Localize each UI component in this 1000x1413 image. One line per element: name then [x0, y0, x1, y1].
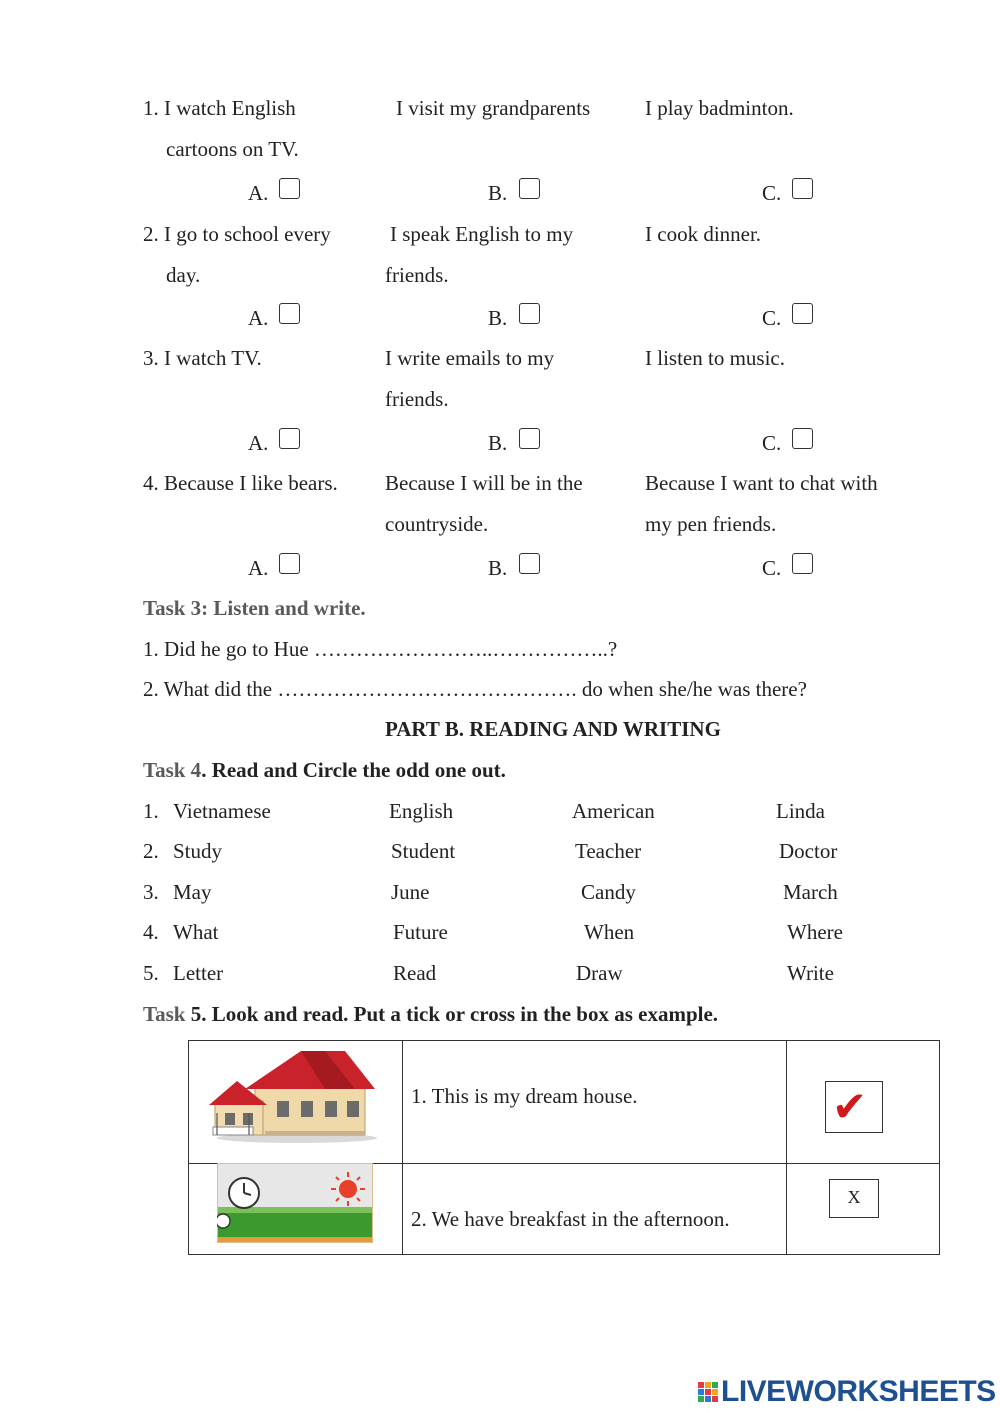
q1-option-c-text: I play badminton.	[645, 96, 794, 120]
task3-title: Task 3: Listen and write.	[143, 596, 366, 620]
house-picture	[205, 1043, 385, 1143]
task4-word-option[interactable]: Doctor	[779, 839, 838, 863]
task5-title: 5. Look and read. Put a tick or cross in the box as example.	[185, 1002, 719, 1026]
task5-row1-text: 1. This is my dream house.	[411, 1084, 638, 1108]
task4-word-option[interactable]: March	[783, 880, 838, 904]
task4-word-option[interactable]: Future	[393, 920, 448, 944]
task5-row2-answer-box[interactable]	[829, 1179, 879, 1218]
q3-checkbox-c[interactable]	[792, 428, 813, 449]
task4-title: . Read and Circle the odd one out.	[201, 758, 506, 782]
q2-label-c: C.	[762, 306, 782, 330]
q1-checkbox-c[interactable]	[792, 178, 813, 199]
task4-word-option[interactable]: Linda	[776, 799, 825, 823]
task4-word-option[interactable]: Draw	[576, 961, 623, 985]
q4-label-b: B.	[488, 556, 508, 580]
q4-option-b-text-cont: countryside.	[385, 512, 489, 536]
task4-row-number: 2.	[143, 839, 159, 863]
task4-row-number: 5.	[143, 961, 159, 985]
task4-heading	[143, 760, 506, 781]
q4-checkbox-b[interactable]	[519, 553, 540, 574]
task4-word-option[interactable]: Teacher	[575, 839, 642, 863]
q4-option-c-text: Because I want to chat with	[645, 471, 878, 495]
part-b-title: PART B. READING AND WRITING	[385, 717, 721, 741]
task4-word-option[interactable]: June	[391, 880, 430, 904]
q2-option-c-text: I cook dinner.	[645, 222, 762, 246]
q3-label-c: C.	[762, 431, 782, 455]
task3-question-1: 1. Did he go to Hue ……………………..……………..?	[143, 637, 618, 661]
q1-option-b-text: I visit my grandparents	[396, 96, 591, 120]
tick-icon: ✔	[832, 1082, 868, 1131]
task4-word-option[interactable]: Candy	[581, 880, 636, 904]
q4-checkbox-c[interactable]	[792, 553, 813, 574]
q1-checkbox-b[interactable]	[519, 178, 540, 199]
table-divider	[786, 1041, 787, 1254]
task4-word-option[interactable]: Where	[787, 920, 843, 944]
q1-checkbox-a[interactable]	[279, 178, 300, 199]
q2-option-b-text: I speak English to my	[390, 222, 574, 246]
q3-checkbox-a[interactable]	[279, 428, 300, 449]
task4-row-number: 3.	[143, 880, 159, 904]
q3-option-a-text: 3. I watch TV.	[143, 346, 262, 370]
q3-checkbox-b[interactable]	[519, 428, 540, 449]
task5-label: Task	[143, 1002, 186, 1026]
table-divider	[402, 1041, 403, 1254]
task4-word-option[interactable]: Read	[393, 961, 437, 985]
task4-row-number: 4.	[143, 920, 159, 944]
q3-option-c-text: I listen to music.	[645, 346, 785, 370]
q1-label-c: C.	[762, 181, 782, 205]
q1-label-b: B.	[488, 181, 508, 205]
q3-label-a: A.	[248, 431, 269, 455]
task4-word-option[interactable]: Write	[787, 961, 834, 985]
q4-label-a: A.	[248, 556, 269, 580]
q2-option-b-text-cont: friends.	[385, 263, 449, 287]
q1-option-a-text: 1. I watch English	[143, 96, 296, 120]
q2-checkbox-c[interactable]	[792, 303, 813, 324]
task4-label: Task 4	[143, 758, 202, 782]
task4-word-option[interactable]: Study	[173, 839, 223, 863]
q2-checkbox-b[interactable]	[519, 303, 540, 324]
q3-label-b: B.	[488, 431, 508, 455]
q2-option-a-text-cont: day.	[166, 263, 201, 287]
task4-word-option[interactable]: What	[173, 920, 219, 944]
task5-heading	[143, 1004, 718, 1025]
task5-row1-answer-box[interactable]	[825, 1081, 883, 1133]
morning-picture	[217, 1163, 373, 1243]
q4-option-c-text-cont: my pen friends.	[645, 512, 777, 536]
q1-label-a: A.	[248, 181, 269, 205]
task4-word-option[interactable]: May	[173, 880, 212, 904]
task5-row2-text: 2. We have breakfast in the afternoon.	[411, 1207, 730, 1231]
q4-label-c: C.	[762, 556, 782, 580]
liveworksheets-logo-text: LIVEWORKSHEETS	[721, 1375, 996, 1408]
q2-label-b: B.	[488, 306, 508, 330]
q2-label-a: A.	[248, 306, 269, 330]
q4-option-a-text: 4. Because I like bears.	[143, 471, 338, 495]
task5-table	[188, 1040, 940, 1255]
task4-word-option[interactable]: Student	[391, 839, 456, 863]
task4-row-number: 1.	[143, 799, 159, 823]
task4-word-option[interactable]: Vietnamese	[173, 799, 271, 823]
task3-question-2: 2. What did the ……………………………………. do when she/he was there?	[143, 677, 807, 701]
task4-word-option[interactable]: When	[584, 920, 635, 944]
q1-option-a-text-cont: cartoons on TV.	[166, 137, 299, 161]
task4-word-option[interactable]: American	[572, 799, 655, 823]
q2-checkbox-a[interactable]	[279, 303, 300, 324]
q3-option-b-text: I write emails to my	[385, 346, 555, 370]
task4-word-option[interactable]: English	[389, 799, 454, 823]
cross-mark: X	[847, 1187, 861, 1207]
task4-word-option[interactable]: Letter	[173, 961, 224, 985]
q3-option-b-text-cont: friends.	[385, 387, 449, 411]
q4-option-b-text: Because I will be in the	[385, 471, 583, 495]
q2-option-a-text: 2. I go to school every	[143, 222, 331, 246]
q4-checkbox-a[interactable]	[279, 553, 300, 574]
